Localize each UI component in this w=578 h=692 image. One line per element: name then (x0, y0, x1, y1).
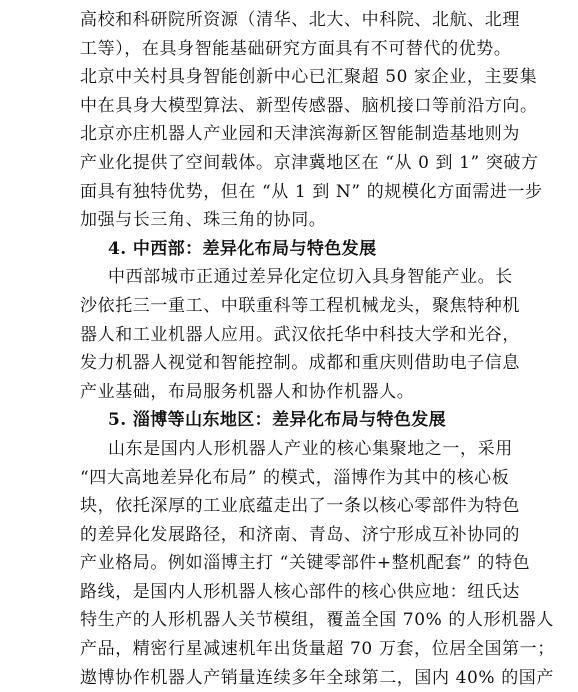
text-line: 发力机器人视觉和智能控制。成都和重庆则借助电子信息 (80, 353, 520, 374)
text-line: 产业化提供了空间载体。京津冀地区在 “从 0 到 1” 突破方 (80, 152, 539, 173)
text-line: 北京亦庄机器人产业园和天津滨海新区智能制造基地则为 (80, 124, 520, 145)
text-line: 中在具身大模型算法、新型传感器、脑机接口等前沿方向。 (80, 95, 538, 116)
text-line: 路线，是国内人形机器人核心部件的核心供应地：纽氏达 (80, 581, 520, 602)
paragraph-beijing-tianjin-hebei (80, 6, 543, 235)
text-line: 中西部城市正通过差异化定位切入具身智能产业。长 (108, 267, 513, 288)
text-line: 产业格局。例如淄博主打 “关键零部件+整机配套” 的特色 (80, 553, 531, 574)
text-line: 的差异化发展路径，和济南、青岛、济宁形成互补协同的 (80, 524, 520, 545)
paragraph-zibo-shandong (80, 435, 555, 692)
text-line: 特生产的人形机器人关节模组，覆盖全国 70% 的人形机器人 (80, 610, 554, 631)
text-line: 遨博协作机器人产销量连续多年全球第二，国内 40% 的国产 (80, 667, 554, 688)
section-heading-central-western: 4. 中西部：差异化布局与特色发展 (108, 238, 377, 259)
text-line: 工等），在具身智能基础研究方面具有不可替代的优势。 (80, 38, 512, 59)
text-line: 高校和科研院所资源（清华、北大、中科院、北航、北理 (80, 10, 520, 30)
text-line: 面具有独特优势，但在 “从 1 到 N” 的规模化方面需进一步 (80, 181, 543, 202)
text-line: “四大高地差异化布局” 的模式，淄博作为其中的核心板 (80, 467, 510, 488)
paragraph-central-western (80, 263, 540, 406)
text-line: 产品，精密行星减速机年出货量超 70 万套，位居全国第一； (80, 639, 555, 660)
text-line: 器人和工业机器人应用。武汉依托华中科技大学和光谷， (80, 324, 520, 345)
text-line: 块，依托深厚的工业底蕴走出了一条以核心零部件为特色 (80, 496, 520, 517)
text-line: 加强与长三角、珠三角的协同。 (80, 210, 327, 231)
text-line: 北京中关村具身智能创新中心已汇聚超 50 家企业，主要集 (80, 67, 538, 88)
text-line: 沙依托三一重工、中联重科等工程机械龙头，聚焦特种机 (80, 295, 520, 316)
text-line: 产业基础，布局服务机器人和协作机器人。 (80, 381, 415, 402)
text-line: 山东是国内人形机器人产业的核心集聚地之一，采用 (108, 438, 513, 459)
section-heading-zibo-shandong: 5. 淄博等山东地区：差异化布局与特色发展 (108, 410, 447, 431)
